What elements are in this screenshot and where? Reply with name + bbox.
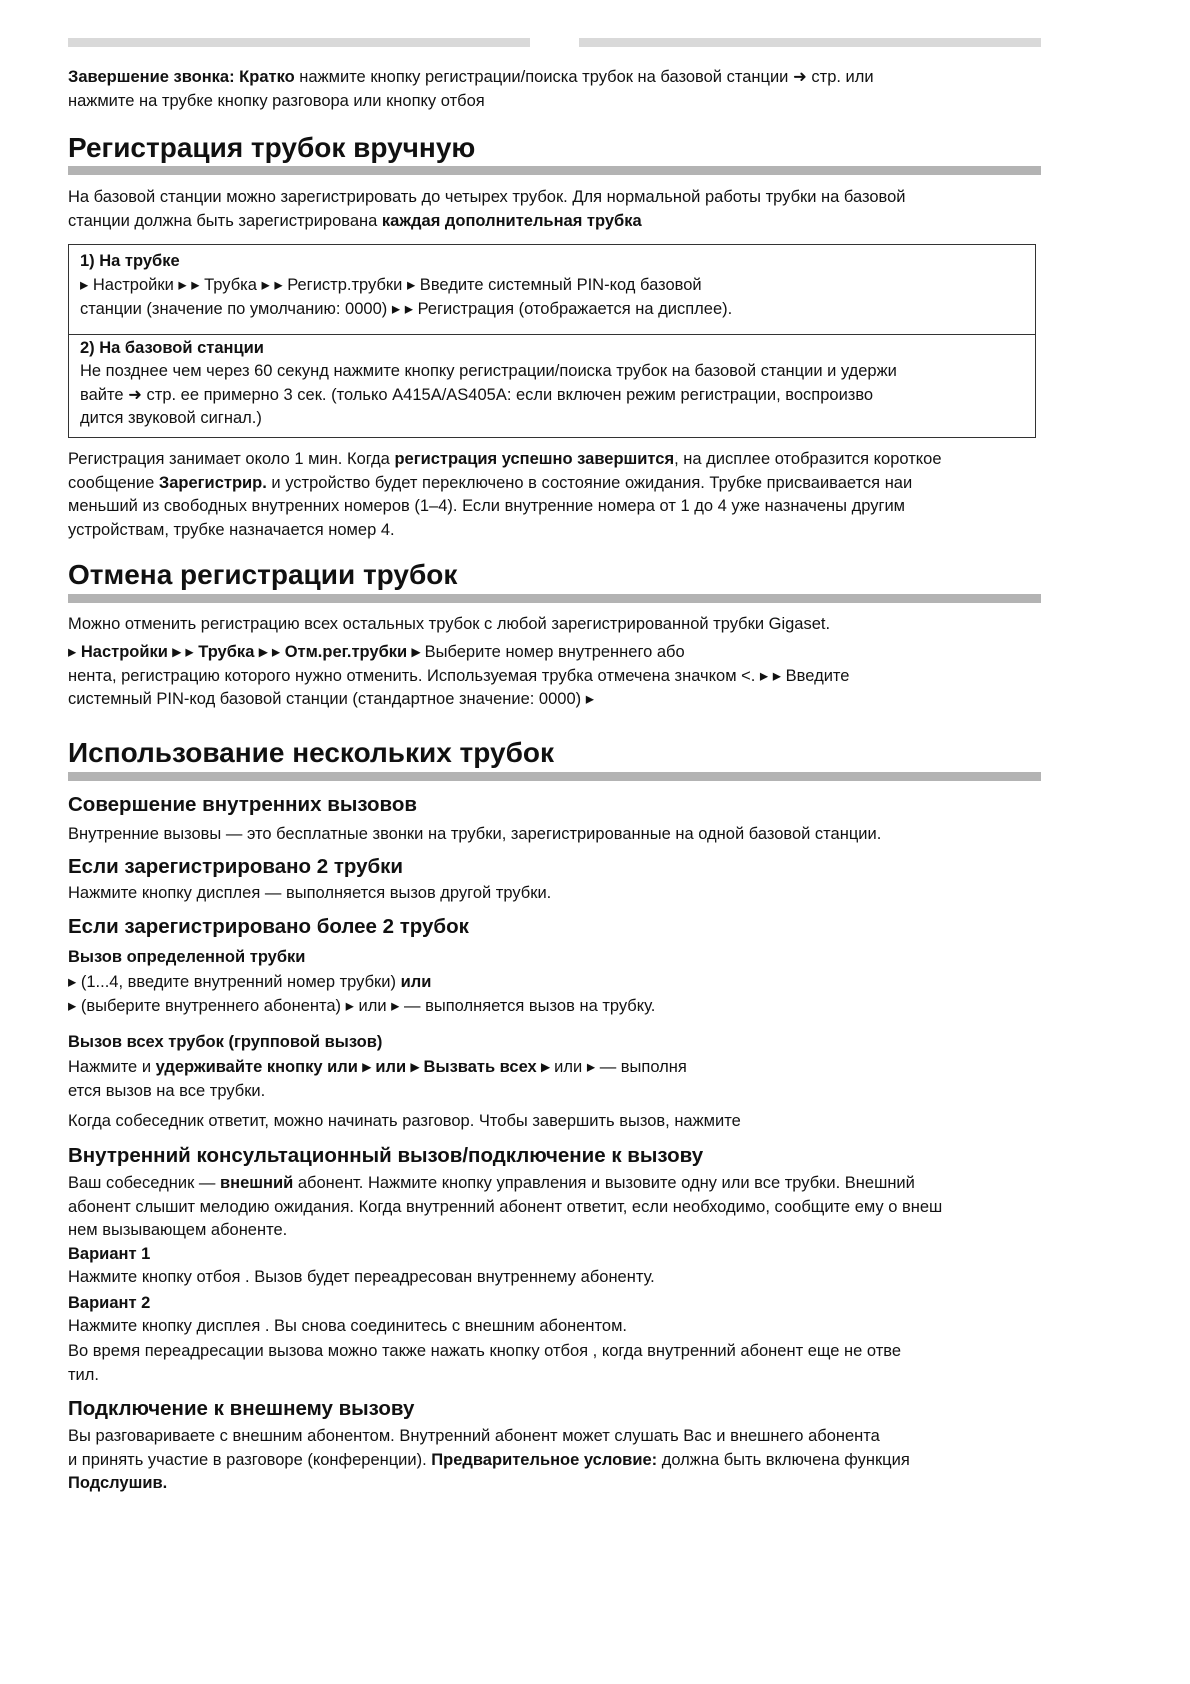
text: или ▸ — выполня ется вызов на все трубки. (68, 1058, 687, 1100)
deregistration-steps (68, 641, 1048, 712)
internal-calls-text (68, 823, 1048, 847)
text: Нажмите кнопку отбоя . Вызов будет переадресован внутреннему абоненту. (68, 1268, 655, 1286)
specific-handset-steps (68, 971, 1048, 1018)
text: ▸ (68, 643, 81, 661)
heading-more-handsets: Если зарегистрировано более 2 трубок (68, 915, 469, 938)
bold-text: Трубка ▸ (198, 643, 268, 661)
heading-specific-handset: Вызов определенной трубки (68, 948, 306, 966)
text: ▸ (267, 643, 285, 661)
heading-variant-1: Вариант 1 (68, 1245, 151, 1263)
text: На базовой станции можно зарегистрировать до четырех трубок. Для нормальной работы трубки на базовой станции должна быть зарегистрирована (68, 188, 906, 230)
heading-group-call: Вызов всех трубок (групповой вызов) (68, 1033, 383, 1051)
heading-internal-calls: Совершение внутренних вызовов (68, 793, 417, 816)
text: ➜ стр. ее примерно 3 сек. (только A415A/AS405A: если включен режим регистрации, воспроизво дится звуковой сигнал.) (80, 385, 874, 427)
section-title-deregistration: Отмена регистрации трубок (68, 559, 458, 590)
text: Регистрация занимает около 1 мин. Когда (68, 450, 395, 468)
section-rule (68, 772, 1041, 781)
variant-1-text (68, 1266, 1048, 1290)
text: Можно отменить регистрацию всех остальных трубок с любой зарегистрированной трубки Gigaset. (68, 615, 831, 633)
text: Нажмите кнопку дисплея . Вы снова соединитесь с внешним абонентом. (68, 1317, 627, 1335)
bold-text: Завершение звонка: Кратко (68, 68, 295, 86)
bold-text: Отм.рег.трубки ▸ (284, 643, 421, 661)
section-rule (68, 166, 1041, 175)
heading-consult-call: Внутренний консультационный вызов/подключение к вызову (68, 1144, 704, 1167)
step2-text (80, 360, 1030, 431)
bold-text: регистрация успешно завершится (394, 450, 675, 468)
text: Выберите номер внутреннего або нента, регистрацию которого нужно отменить. Используемая трубка отмечена значком <. ▸ ▸ Введите системный PIN-код базовой станции (стандартное значение: 0000) ▸ (68, 643, 850, 708)
heading-join-external: Подключение к внешнему вызову (68, 1397, 415, 1420)
text: Когда собеседник ответит, можно начинать разговор. Чтобы завершить вызов, нажмите (68, 1112, 741, 1130)
text: Внутренние вызовы — это бесплатные звонки на трубки, зарегистрированные на одной базовой станции. (68, 825, 882, 843)
bold-text: каждая дополнительная трубка (381, 211, 642, 230)
bold-text: удержи вайте (80, 362, 897, 404)
text: Нажмите и (68, 1058, 156, 1076)
text: Вы разговариваете с внешним абонентом. Внутренний абонент может слушать Вас и внешнего абонента и принять участие в разговоре (конференции). (68, 1427, 880, 1469)
bold-text: Трубка ▸ (204, 276, 270, 294)
intro-paragraph (68, 66, 1048, 113)
text: абонент. Нажмите кнопку управления и вызовите одну или все трубки. Внешний абонент слышит мелодию ожидания. Когда внутренний абонент ответит, если необходимо, сообщите ему о внеш нем вызывающем абоненте. (68, 1174, 943, 1239)
text: ▸ (186, 276, 205, 294)
registration-result (68, 448, 1048, 542)
text: должна быть включена функция (661, 1450, 910, 1469)
section-title-manual-registration: Регистрация трубок вручную (68, 132, 476, 163)
text: ▸ (269, 276, 288, 294)
text: ▸ (180, 643, 199, 661)
consult-call-text (68, 1172, 1048, 1243)
step1-title: 1) На трубке (80, 252, 180, 270)
bold-text: Предварительное условие: (431, 1450, 658, 1469)
bold-text: или (400, 973, 432, 991)
section-title-multiple-handsets: Использование нескольких трубок (68, 737, 554, 768)
registration-steps-box (68, 244, 1036, 438)
text: Ваш собеседник — (68, 1174, 220, 1192)
section-rule (68, 594, 1041, 603)
text: Не позднее чем через 60 секунд нажмите кнопку регистрации/поиска трубок на базовой станции и (80, 362, 841, 380)
two-handsets-text (68, 882, 1048, 906)
variant-2-text (68, 1315, 1048, 1339)
bold-text: удерживайте кнопку или ▸ или ▸ Вызвать всех ▸ (155, 1058, 550, 1076)
registration-intro (68, 186, 1048, 233)
text: Нажмите кнопку дисплея — выполняется вызов другой трубки. (68, 884, 552, 902)
box-divider (69, 334, 1035, 335)
bold-text: Настройки ▸ (92, 276, 187, 294)
text: (отображается на дисплее). (514, 299, 733, 318)
bold-text: Зарегистрир. (158, 473, 267, 492)
text: нажмите кнопку регистрации/поиска трубок на базовой станции ➜ стр. или нажмите на трубке кнопку разговора или кнопку отбоя (68, 68, 874, 110)
text: , на дисплее отобразится короткое сообщение (68, 450, 942, 492)
bold-text: Подслушив. (68, 1474, 168, 1492)
bold-text: Регистр.трубки (287, 276, 403, 294)
text: Во время переадресации вызова можно также нажать кнопку отбоя , когда внутренний абонент еще не отве тил. (68, 1342, 902, 1384)
text: ▸ (1...4, введите внутренний номер трубки) (68, 973, 401, 991)
heading-two-handsets: Если зарегистрировано 2 трубки (68, 855, 404, 878)
header-bar-right (579, 38, 1041, 47)
transfer-text (68, 1340, 1048, 1387)
bold-text: Регистрация (417, 299, 515, 318)
text: ▸ Введите системный PIN-код базовой станции (значение по умолчанию: 0000) ▸ ▸ (80, 276, 702, 318)
text: ▸ (выберите внутреннего абонента) ▸ или ▸ — выполняется вызов на трубку. (68, 996, 656, 1015)
bold-text: внешний (219, 1174, 294, 1192)
group-call-steps (68, 1056, 1048, 1103)
answer-text (68, 1110, 1048, 1134)
header-bar-left (68, 38, 530, 47)
step2-title: 2) На базовой станции (80, 339, 264, 357)
text: и устройство будет переключено в состояние ожидания. Трубке присваивается наи меньший из свободных внутренних номеров (1–4). Если внутренние номера от 1 до 4 уже назначены другим устройствам, трубке назначается номер 4. (68, 473, 913, 539)
bold-text: Настройки ▸ (80, 643, 181, 661)
heading-variant-2: Вариант 2 (68, 1294, 151, 1312)
text: ▸ (80, 276, 93, 294)
deregistration-intro (68, 613, 1048, 637)
step1-text (80, 274, 1030, 321)
join-external-text (68, 1425, 1048, 1496)
